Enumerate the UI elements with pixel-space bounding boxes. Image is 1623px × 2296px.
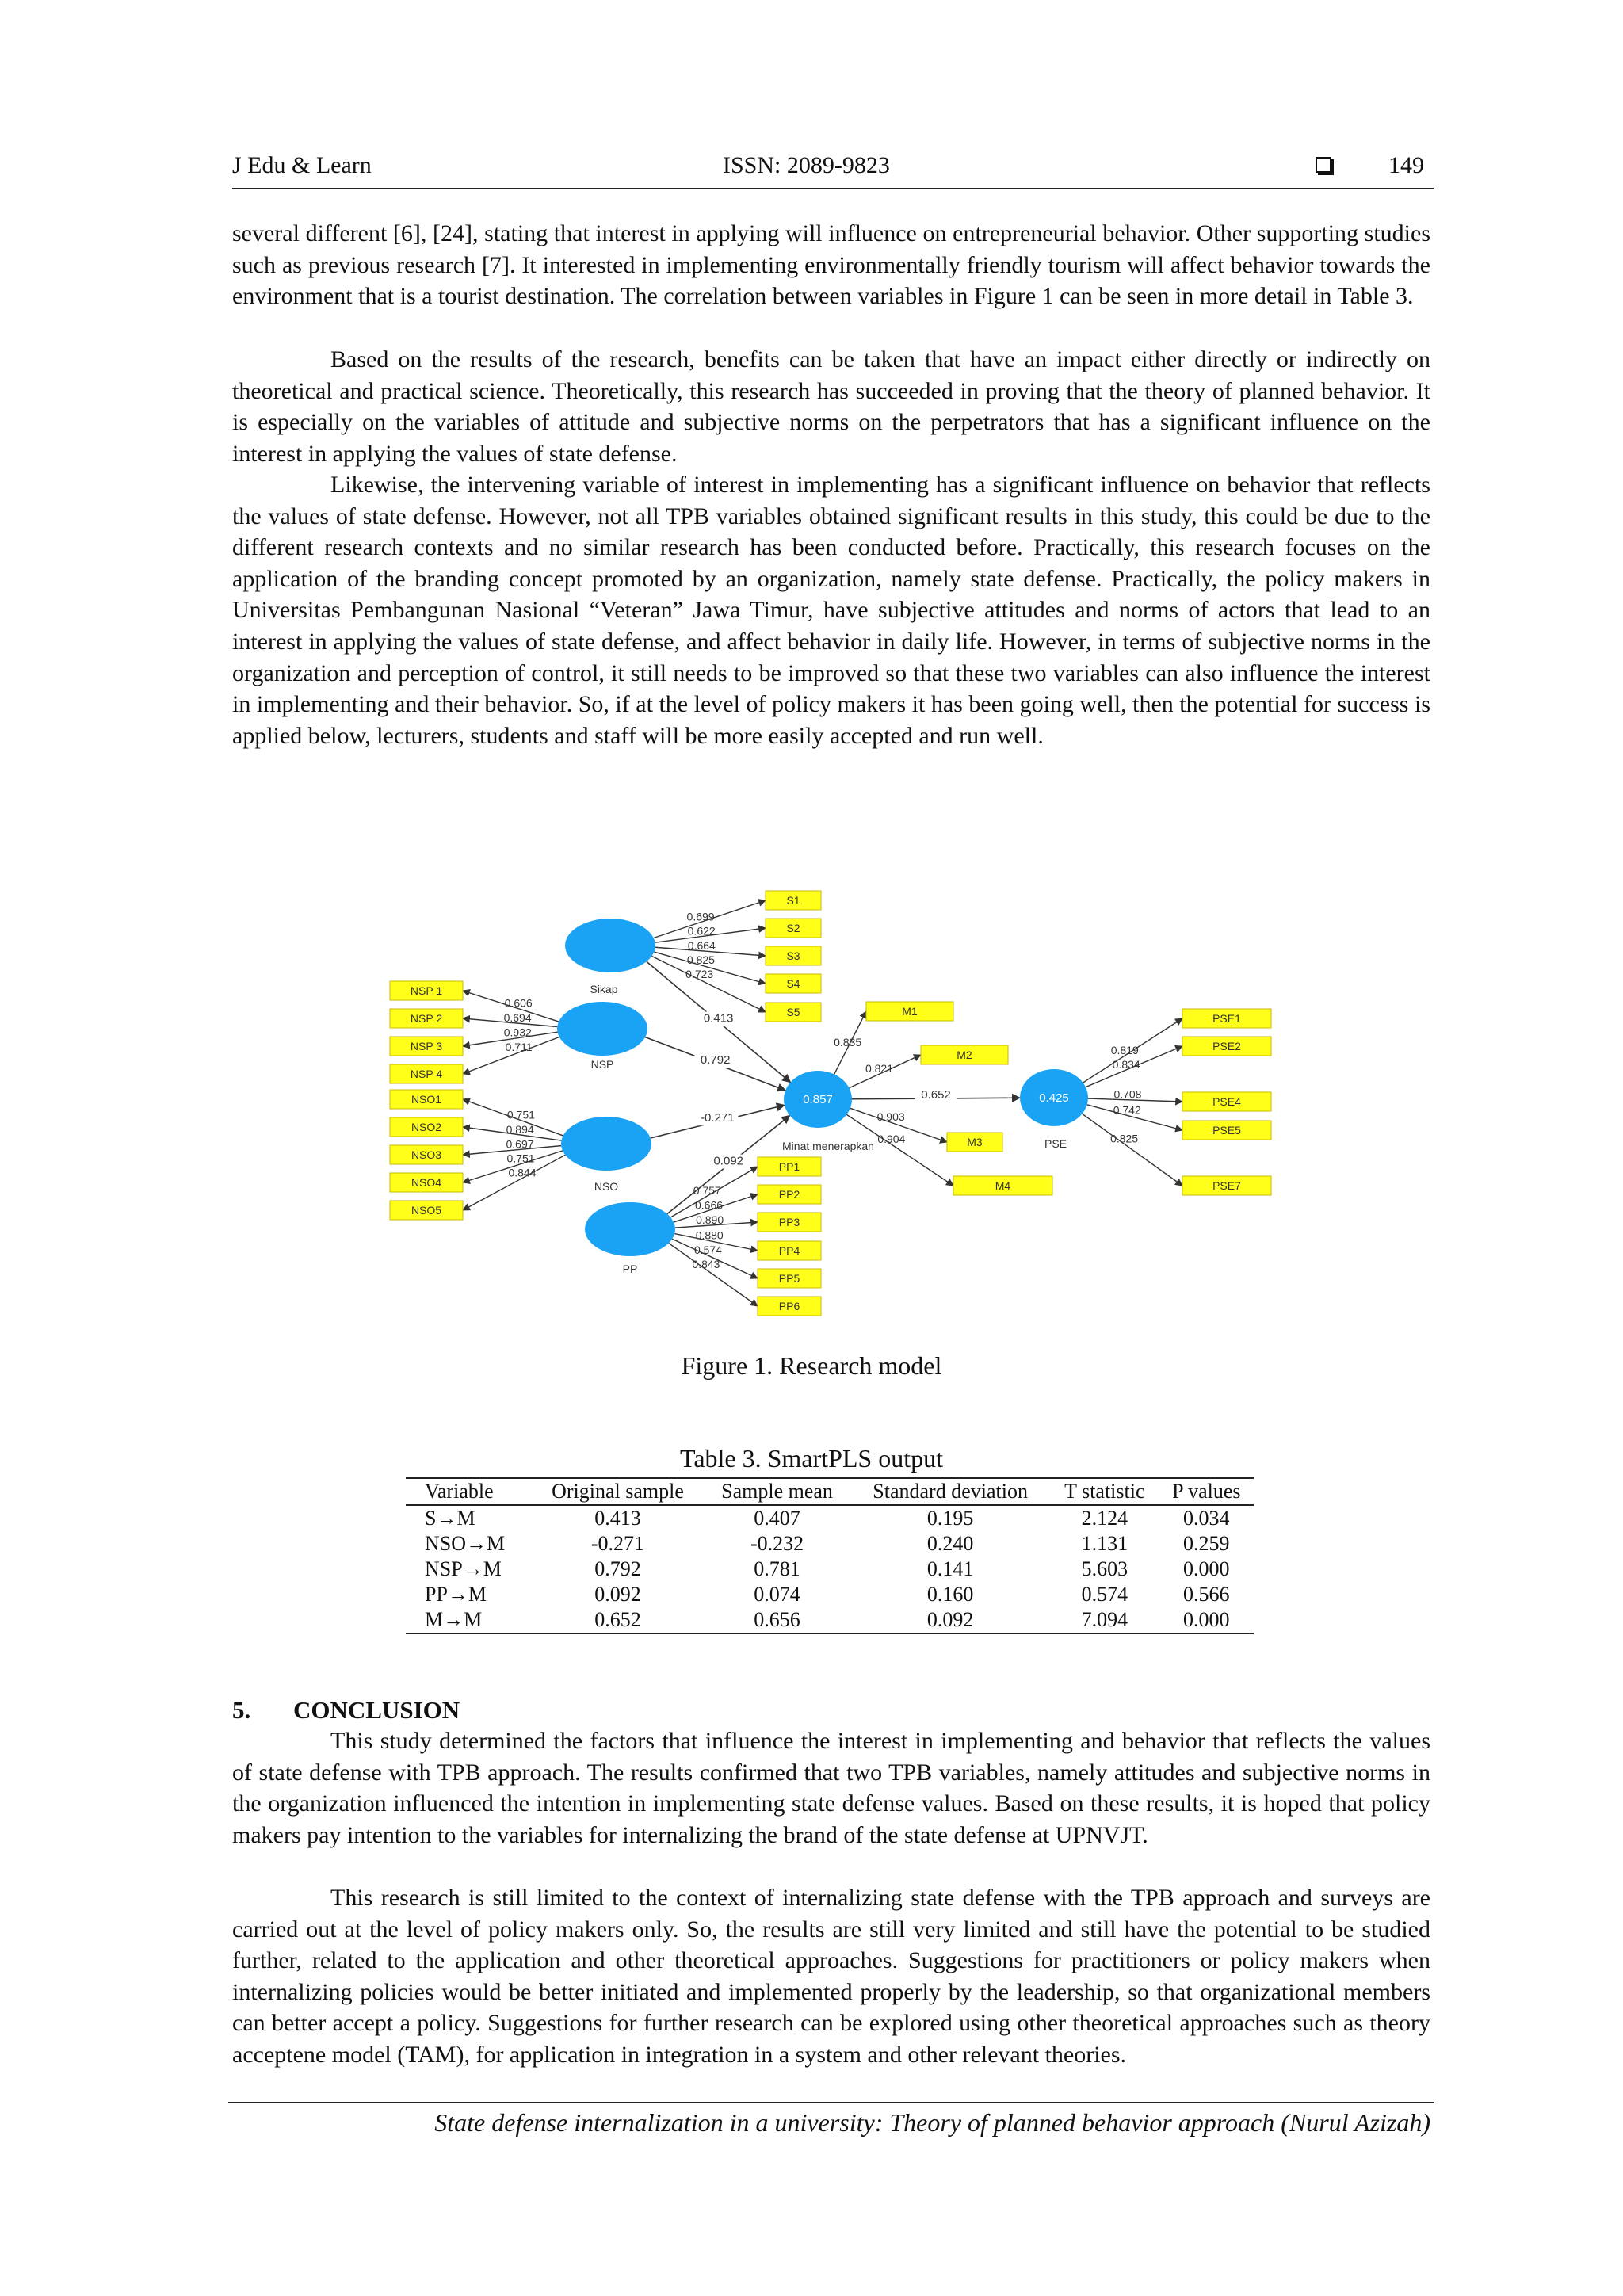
indicator-label: NSO3 bbox=[411, 1148, 442, 1161]
table-row bbox=[406, 1607, 1254, 1633]
loading-value: 0.932 bbox=[503, 1026, 532, 1039]
loading-value: 0.903 bbox=[876, 1110, 905, 1124]
table-cell: 0.092 bbox=[850, 1607, 1050, 1633]
path-coefficient: 0.092 bbox=[713, 1154, 744, 1168]
indicator-label: NSP 2 bbox=[410, 1012, 443, 1025]
loading-value: 0.751 bbox=[506, 1152, 535, 1165]
loading-value: 0.723 bbox=[685, 968, 714, 981]
indicator-label: NSP 4 bbox=[410, 1068, 443, 1080]
construct-label: NSO bbox=[594, 1180, 619, 1193]
column-header: P values bbox=[1159, 1478, 1254, 1505]
construct-node bbox=[561, 1117, 651, 1171]
table-caption: Table 3. SmartPLS output bbox=[680, 1444, 943, 1473]
loading-value: 0.606 bbox=[504, 996, 533, 1010]
table-cell: PP→M bbox=[425, 1583, 487, 1606]
column-header: Original sample bbox=[532, 1478, 704, 1505]
column-header: Sample mean bbox=[704, 1478, 850, 1505]
indicator-label: PP2 bbox=[778, 1188, 800, 1201]
loading-value: 0.622 bbox=[687, 924, 716, 938]
table-cell: 0.034 bbox=[1183, 1507, 1230, 1530]
construct-label: Minat menerapkan bbox=[782, 1140, 874, 1152]
r-squared-value: 0.857 bbox=[803, 1093, 833, 1106]
page-number: 149 bbox=[1388, 152, 1424, 178]
indicator-label: M2 bbox=[957, 1049, 972, 1061]
indicator-label: PP4 bbox=[778, 1244, 800, 1257]
table-cell: 0.413 bbox=[594, 1507, 641, 1530]
table-cell: 2.124 bbox=[1081, 1507, 1128, 1530]
indicator-label: M3 bbox=[967, 1136, 983, 1148]
smartpls-output-table bbox=[406, 1477, 1254, 1634]
loading-value: 0.894 bbox=[506, 1122, 534, 1136]
indicator-label: NSO2 bbox=[411, 1121, 442, 1133]
table-cell: 0.092 bbox=[594, 1583, 641, 1606]
construct-label: PP bbox=[622, 1263, 638, 1275]
indicator-label: PSE7 bbox=[1212, 1179, 1241, 1192]
indicator-label: PSE2 bbox=[1212, 1040, 1241, 1052]
table-cell: 0.574 bbox=[1081, 1583, 1128, 1606]
indicator-label: PSE4 bbox=[1212, 1095, 1241, 1108]
table-cell: 0.141 bbox=[926, 1557, 974, 1580]
indicator-label: NSO5 bbox=[411, 1204, 442, 1217]
loading-value: 0.711 bbox=[505, 1041, 533, 1054]
table-cell: -0.271 bbox=[590, 1532, 645, 1555]
table-cell: 7.094 bbox=[1050, 1607, 1159, 1633]
table-cell: 0.160 bbox=[926, 1583, 974, 1606]
section-title: CONCLUSION bbox=[293, 1696, 460, 1724]
table-cell: 0.240 bbox=[926, 1532, 974, 1555]
indicator-label: NSP 1 bbox=[410, 984, 443, 997]
journal-name: J Edu & Learn bbox=[232, 152, 372, 178]
loading-value: 0.880 bbox=[695, 1228, 724, 1242]
loading-value: 0.825 bbox=[686, 953, 715, 966]
loading-value: 0.664 bbox=[687, 938, 716, 952]
loading-value: 0.574 bbox=[693, 1244, 722, 1257]
table-cell: 5.603 bbox=[1081, 1557, 1128, 1580]
table-cell: NSP→M bbox=[425, 1557, 502, 1580]
loading-value: 0.835 bbox=[834, 1036, 862, 1049]
table-cell: 0.259 bbox=[1183, 1532, 1230, 1555]
loading-value: 0.825 bbox=[1110, 1132, 1139, 1145]
table-cell: 0.074 bbox=[754, 1583, 800, 1606]
indicator-label: S3 bbox=[786, 949, 800, 962]
loading-value: 0.697 bbox=[506, 1137, 534, 1151]
table-cell: M→M bbox=[406, 1607, 532, 1633]
running-title: State defense internalization in a university: Theory of planned behavior approach (Nurul Azizah) bbox=[434, 2108, 1430, 2137]
table-cell: 0.000 bbox=[1159, 1607, 1254, 1633]
table-cell: 0.566 bbox=[1183, 1583, 1230, 1606]
indicator-label: S5 bbox=[786, 1006, 800, 1018]
loading-value: 0.742 bbox=[1113, 1103, 1141, 1117]
conclusion-paragraph-2: This research is still limited to the context of internalizing state defense with the TPB approach and surveys are carried out at the level of policy makers only. So, the results are still very limited and still have the potential to be studied further, related to the application and other theoretical approaches. Suggestions for practitioners or policy makers when internalizing policies would be better initiated and implemented properly by the leadership, so that organizational members can better accept a policy. Suggestions for further research can be explored using other theoretical approaches such as theory acceptene model (TAM), for application in integration in a system and other relevant theories. bbox=[232, 1885, 1430, 2068]
body-paragraph-1: several different [6], [24], stating that interest in applying will influence on entrepreneurial behavior. Other supporting studies such as previous research [7]. It interested in implementing environmentally friendly tourism will affect behavior towards the environment that is a tourist destination. The correlation between variables in Figure 1 can be seen in more detail in Table 3. bbox=[232, 220, 1430, 310]
table-row bbox=[406, 1531, 1254, 1557]
indicator-label: NSO4 bbox=[411, 1176, 442, 1189]
indicator-label: PP1 bbox=[778, 1160, 800, 1173]
construct-label: NSP bbox=[590, 1058, 614, 1071]
table-row bbox=[406, 1582, 1254, 1607]
footer-rule bbox=[228, 2102, 1434, 2103]
construct-label: PSE bbox=[1044, 1137, 1067, 1150]
table-cell: NSO→M bbox=[425, 1532, 506, 1555]
loading-value: 0.890 bbox=[696, 1213, 724, 1227]
table-cell: 0.656 bbox=[704, 1607, 850, 1633]
r-squared-value: 0.425 bbox=[1039, 1091, 1069, 1105]
table-row bbox=[406, 1505, 1254, 1531]
loading-value: 0.666 bbox=[694, 1198, 724, 1212]
loading-value: 0.708 bbox=[1113, 1087, 1142, 1101]
construct-label: Sikap bbox=[590, 983, 618, 995]
loading-value: 0.694 bbox=[503, 1011, 532, 1025]
column-header: Standard deviation bbox=[850, 1478, 1050, 1505]
section-heading bbox=[232, 1696, 460, 1725]
body-paragraph-3: Likewise, the intervening variable of interest in implementing has a significant influence on behavior that reflects the values of state defense. However, not all TPB variables obtained significant results in this study, this could be due to the different research contexts and no similar research has been conducted before. Practically, this research focuses on the application of the branding concept promoted by an organization, namely state defense. Practically, the policy makers in Universitas Pembangunan Nasional “Veteran” Jawa Timur, have subjective attitudes and norms of actors that lead to an interest in applying the values of state defense, and affect behavior in daily life. However, in terms of subjective norms in the organization and perception of control, it still needs to be improved so that these two variables can also influence the interest in implementing and their behavior. So, if at the level of policy makers it has been going well, then the potential for success is applied below, lecturers, students and staff will be more easily accepted and run well. bbox=[232, 472, 1430, 749]
loading-value: 0.819 bbox=[1110, 1044, 1139, 1057]
figure-caption: Figure 1. Research model bbox=[681, 1351, 942, 1380]
table-cell: -0.232 bbox=[750, 1532, 804, 1555]
indicator-label: S1 bbox=[786, 894, 800, 907]
table-header-row bbox=[406, 1478, 1254, 1505]
column-header: Variable bbox=[406, 1478, 532, 1505]
indicator-label: M1 bbox=[902, 1005, 918, 1018]
table-cell: 0.195 bbox=[926, 1507, 974, 1530]
construct-node bbox=[557, 1002, 647, 1056]
loading-value: 0.834 bbox=[1112, 1057, 1140, 1071]
conclusion-paragraph-1: This study determined the factors that influence the interest in implementing and behavior that reflects the values of state defense with TPB approach. The results confirmed that two TPB variables, namely attitudes and subjective norms in the organization influenced the intention in implementing state defense values. Based on these results, it is hoped that policy makers pay intention to the variables for internalizing the brand of the state defense at UPNVJT. bbox=[232, 1728, 1430, 1848]
loading-value: 0.699 bbox=[686, 910, 715, 923]
table-cell: 1.131 bbox=[1081, 1532, 1128, 1555]
header-rule bbox=[232, 188, 1434, 189]
column-header: T statistic bbox=[1050, 1478, 1159, 1505]
issn: ISSN: 2089-9823 bbox=[723, 152, 890, 178]
indicator-label: PSE5 bbox=[1212, 1124, 1241, 1137]
indicator-label: PP5 bbox=[778, 1272, 800, 1285]
table-cell: S→M bbox=[425, 1507, 475, 1530]
construct-node bbox=[585, 1202, 675, 1256]
indicator-label: M4 bbox=[995, 1179, 1011, 1192]
research-model-diagram bbox=[372, 864, 1292, 1324]
body-paragraph-2: Based on the results of the research, benefits can be taken that have an impact either directly or indirectly on theoretical and practical science. Theoretically, this research has succeeded in proving that the theory of planned behavior. It is especially on the variables of attitude and subjective norms on the perpetrators that has a significant influence on the interest in applying the values of state defense. bbox=[232, 346, 1430, 467]
path-coefficient: 0.792 bbox=[700, 1053, 731, 1068]
table-cell: 0.000 bbox=[1183, 1557, 1230, 1580]
table-cell: 0.407 bbox=[754, 1507, 800, 1530]
loading-arrow bbox=[1082, 1114, 1182, 1186]
loading-value: 0.821 bbox=[865, 1062, 894, 1075]
indicator-label: PP3 bbox=[778, 1216, 800, 1228]
table-cell: 0.792 bbox=[594, 1557, 641, 1580]
loading-value: 0.844 bbox=[508, 1166, 537, 1179]
path-coefficient: 0.413 bbox=[703, 1011, 734, 1026]
table-cell: 0.781 bbox=[754, 1557, 800, 1580]
indicator-label: NSO1 bbox=[411, 1093, 442, 1106]
indicator-label: S2 bbox=[786, 922, 800, 934]
path-coefficient: 0.652 bbox=[921, 1088, 951, 1102]
path-coefficient: -0.271 bbox=[701, 1111, 735, 1125]
table-cell: 0.652 bbox=[532, 1607, 704, 1633]
table-row bbox=[406, 1557, 1254, 1582]
construct-node bbox=[565, 919, 655, 972]
section-number: 5. bbox=[232, 1696, 251, 1724]
indicator-label: S4 bbox=[786, 977, 800, 990]
square-bullet-icon bbox=[1316, 157, 1331, 173]
indicator-label: PP6 bbox=[778, 1300, 800, 1312]
loading-value: 0.751 bbox=[506, 1108, 535, 1121]
loading-value: 0.904 bbox=[877, 1133, 906, 1146]
loading-value: 0.843 bbox=[692, 1257, 720, 1270]
loading-value: 0.757 bbox=[693, 1184, 721, 1198]
indicator-label: NSP 3 bbox=[410, 1040, 443, 1052]
indicator-label: PSE1 bbox=[1212, 1012, 1241, 1025]
